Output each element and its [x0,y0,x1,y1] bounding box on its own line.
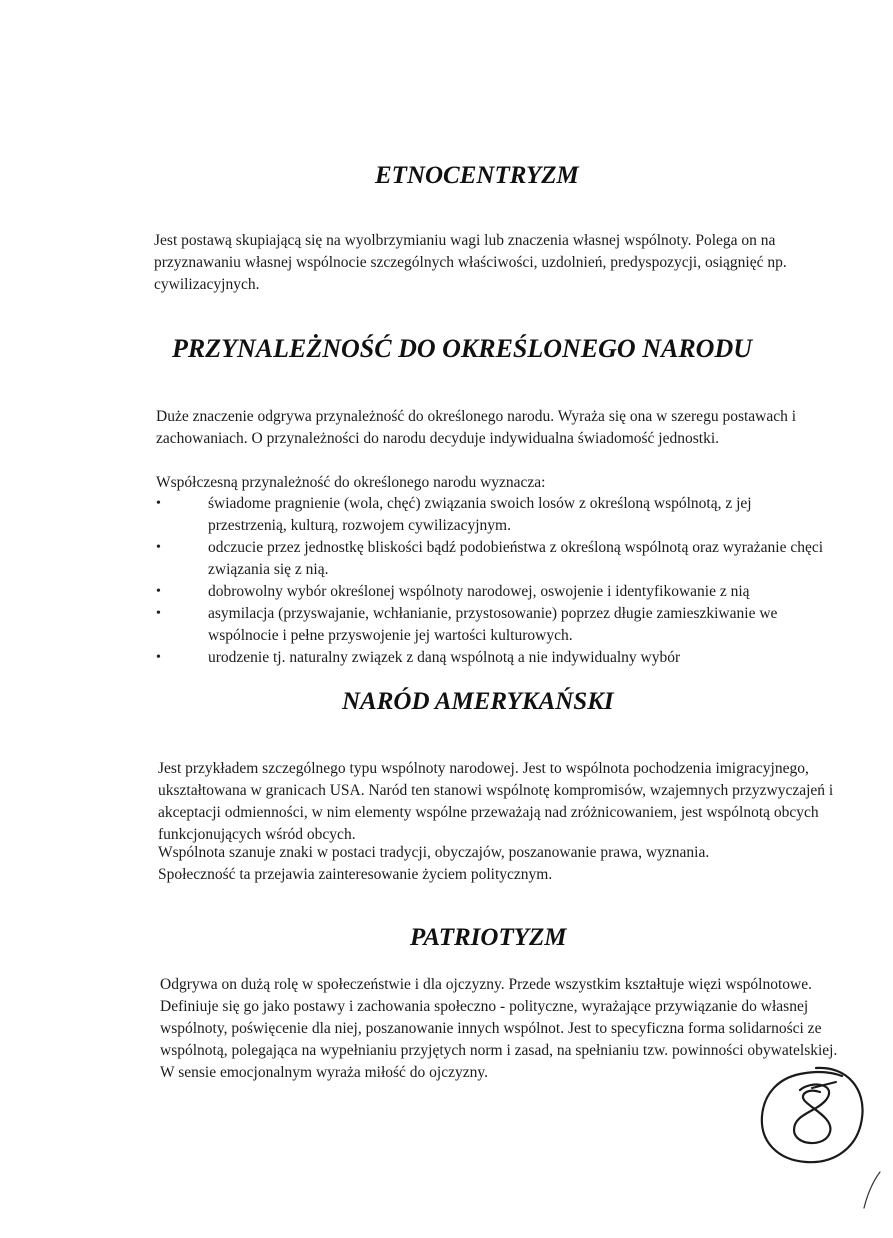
bullet-text: dobrowolny wybór określonej wspólnoty narodowej, oswojenie i identyfikowanie z nią [208,583,750,600]
pen-mark-icon [862,1170,882,1210]
list-item [156,537,824,581]
handwritten-page-number-icon [756,1062,868,1168]
patriotyzm-paragraph: Odgrywa on dużą rolę w społeczeństwie i dla ojczyzny. Przede wszystkim kształtuje więzi wspólnotowe. Definiuje się go jako postawy i zachowania społeczno - polityczne, wyrażające przywiązanie do własnej wspólnoty, poświęcenie dla niej, poszanowanie innych wspólnot. Jest to specyficzna forma solidarności ze wspólnotą, polegająca na wypełnianiu przyjętych norm i zasad, na spełnianiu tzw. powinności obywatelskiej. W sensie emocjonalnym wyraża miłość do ojczyzny. [160,976,838,1081]
narod-amerykanski-line: Społeczność ta przejawia zainteresowanie życiem politycznym. [158,866,553,883]
etnocentryzm-paragraph: Jest postawą skupiającą się na wyolbrzymianiu wagi lub znaczenia własnej wspólnoty. Polega on na przyznawaniu własnej wspólnocie szczególnych właściwości, uzdolnień, predyspozycji, osiągnięć np. cywilizacyjnych. [154,232,787,293]
narod-amerykanski-paragraph: Jest przykładem szczególnego typu wspólnoty narodowej. Jest to wspólnota pochodzenia imigracyjnego, ukształtowana w granicach USA. Naród ten stanowi wspólnotę kompromisów, wzajemnych przyzwyczajeń i akceptacji odmienności, w nim elementy wspólne przeważają nad zróżnicowaniem, jest wspólnotą obcych funkcjonujących wśród obcych. [158,760,834,843]
list-item [156,647,824,669]
heading-etnocentryzm: ETNOCENTRYZM [375,162,579,189]
bullet-symbol: • [156,606,161,621]
bullet-text: asymilacja (przyswajanie, wchłanianie, przystosowanie) poprzez długie zamieszkiwanie we wspólnocie i pełne przyswojenie jej wartości kulturowych. [208,605,778,644]
narod-amerykanski-line: Wspólnota szanuje znaki w postaci tradycji, obyczajów, poszanowanie prawa, wyznania. [158,844,710,861]
bullet-symbol: • [156,540,161,555]
heading-przynaleznosc: PRZYNALEŻNOŚĆ DO OKREŚLONEGO NARODU [172,334,752,363]
bullet-text: świadome pragnienie (wola, chęć) związania swoich losów z określoną wspólnotą, z jej przestrzenią, kulturą, rozwojem cywilizacyjnym. [208,495,752,534]
przynaleznosc-paragraph: Duże znaczenie odgrywa przynależność do określonego narodu. Wyraża się ona w szeregu postawach i zachowaniach. O przynależności do narodu decyduje indywidualna świadomość jednostki. [156,408,797,447]
list-item [156,581,824,603]
list-item [156,603,824,647]
bullet-symbol: • [156,650,161,665]
bullet-text: odczucie przez jednostkę bliskości bądź podobieństwa z określoną wspólnotą oraz wyrażanie chęci związania się z nią. [208,539,824,578]
przynaleznosc-lead-in: Współczesną przynależność do określonego narodu wyznacza: [156,474,546,491]
list-item [156,493,824,537]
bullet-symbol: • [156,496,161,511]
bullet-symbol: • [156,584,161,599]
przynaleznosc-bullet-list [156,493,824,669]
heading-narod-amerykanski: NARÓD AMERYKAŃSKI [342,688,614,715]
heading-patriotyzm: PATRIOTYZM [410,924,567,951]
bullet-text: urodzenie tj. naturalny związek z daną wspólnotą a nie indywidualny wybór [208,649,681,666]
